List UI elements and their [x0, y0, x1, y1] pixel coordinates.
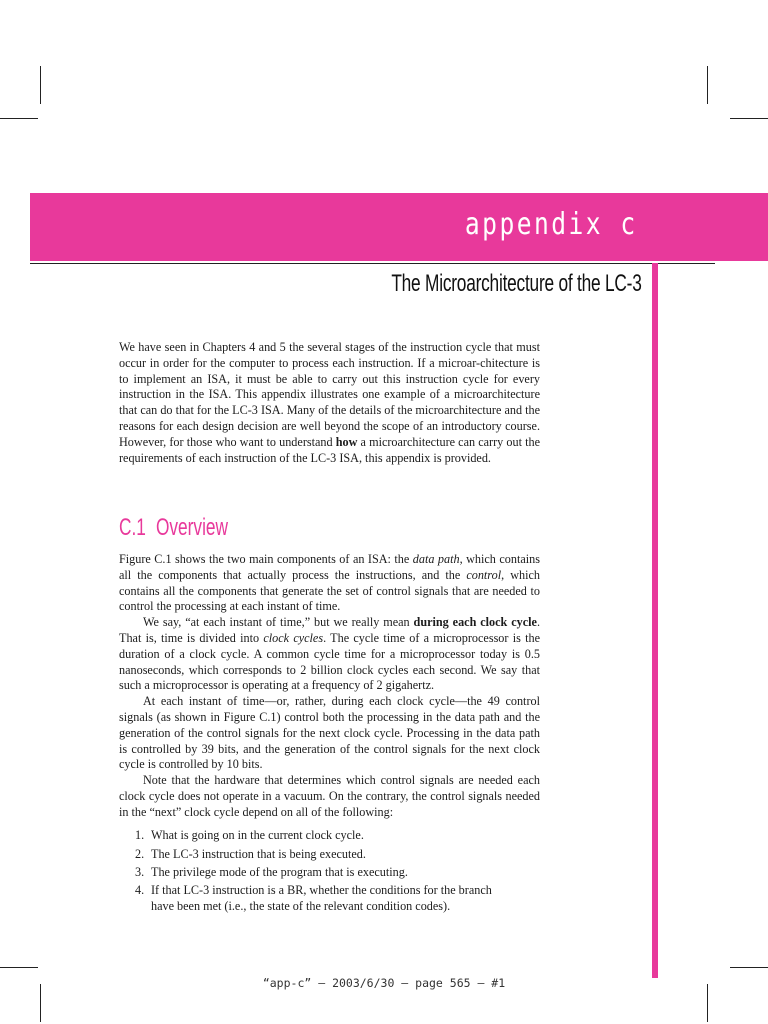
- list-item: [135, 845, 535, 864]
- list-text: The privilege mode of the program that is executing.: [151, 865, 408, 879]
- list-number: 1.: [135, 828, 145, 842]
- appendix-banner: [30, 193, 768, 261]
- paragraph-4: Note that the hardware that determines which control signals are needed each clock cycle does not operate in a vacuum. On the contrary, the control signals needed in the “next” clock cycle depend on all of the following:: [119, 773, 540, 819]
- crop-mark: [730, 967, 768, 968]
- paragraph-1: [119, 552, 540, 615]
- intro-text: We have seen in Chapters 4 and 5 the several stages of the instruction cycle that must occur in order for the computer to process each instruction. If a microar-chitecture is to implement an ISA, it must be able to carry out this instruction cycle for every instruction in the ISA. This appendix illustrates one example of a microarchitecture that can do that for the LC-3 ISA. Many of the details of the microarchitecture and the reasons for each design decision are well beyond the scope of an introductory course. However, for those who want to understand: [119, 340, 540, 449]
- italic-term: data path: [412, 552, 460, 566]
- list-item: [135, 826, 535, 845]
- list-text: What is going on in the current clock cycle.: [151, 828, 364, 842]
- header-rule: [30, 263, 715, 264]
- chapter-title: The Microarchitecture of the LC-3: [391, 270, 642, 297]
- conditions-list: [135, 826, 535, 915]
- bold-term: during each clock cycle: [413, 615, 537, 630]
- section-heading: [119, 514, 228, 542]
- list-number: 3.: [135, 865, 145, 879]
- list-text: have been met (i.e., the state of the relevant condition codes).: [151, 899, 451, 913]
- text-run: . That is, time is divided into: [119, 615, 540, 645]
- section-title: Overview: [155, 514, 229, 541]
- text-run: . The cycle time of a microprocessor is the duration of a clock cycle. A common cycle time for a microprocessor today is 0.5 nanoseconds, which corresponds to 2 billion clock cycles each second. We say that such a microprocessor is operating at a frequency of 2 gigahertz.: [119, 630, 540, 693]
- list-text: If that LC-3 instruction is a BR, whether the conditions for the branch: [151, 882, 492, 897]
- section-number: C.1: [119, 514, 146, 541]
- intro-bold: how: [335, 434, 358, 449]
- appendix-label: appendix c: [465, 207, 638, 242]
- text-run: Figure C.1 shows the two main components of an ISA: the: [119, 552, 413, 566]
- crop-mark: [40, 66, 41, 104]
- list-text: The LC-3 instruction that is being executed.: [151, 846, 366, 861]
- section-body: [119, 552, 540, 821]
- text-run: , which contains all the components that actually process the instructions, and the: [119, 552, 540, 582]
- page-footer: “app-c” — 2003/6/30 — page 565 — #1: [262, 976, 506, 990]
- crop-mark: [730, 118, 768, 119]
- list-item: [135, 863, 535, 882]
- list-item: [135, 882, 535, 915]
- list-number: 2.: [135, 846, 145, 861]
- list-number: 4.: [135, 882, 145, 897]
- crop-mark: [707, 66, 708, 104]
- paragraph-2: [119, 615, 540, 694]
- crop-mark: [0, 118, 38, 119]
- italic-term: control: [466, 567, 502, 582]
- intro-text-end: a microarchitecture can carry out the requirements of each instruction of the LC-3 ISA, this appendix is provided.: [119, 434, 540, 465]
- crop-mark: [0, 967, 38, 968]
- text-run: We say, “at each instant of time,” but we really mean: [143, 615, 414, 630]
- text-run: , which contains all the components that generate the set of control signals that are needed to control the processing at each instant of time.: [119, 567, 540, 614]
- paragraph-3: At each instant of time—or, rather, during each clock cycle—the 49 control signals (as shown in Figure C.1) control both the processing in the data path and the generation of the control signals for the next clock cycle. Processing in the data path is controlled by 39 bits, and the generation of the control signals for the next clock cycle is controlled by 10 bits.: [119, 694, 540, 772]
- italic-term: clock cycles: [263, 630, 324, 645]
- accent-bar: [652, 263, 658, 978]
- intro-paragraph: [119, 340, 540, 466]
